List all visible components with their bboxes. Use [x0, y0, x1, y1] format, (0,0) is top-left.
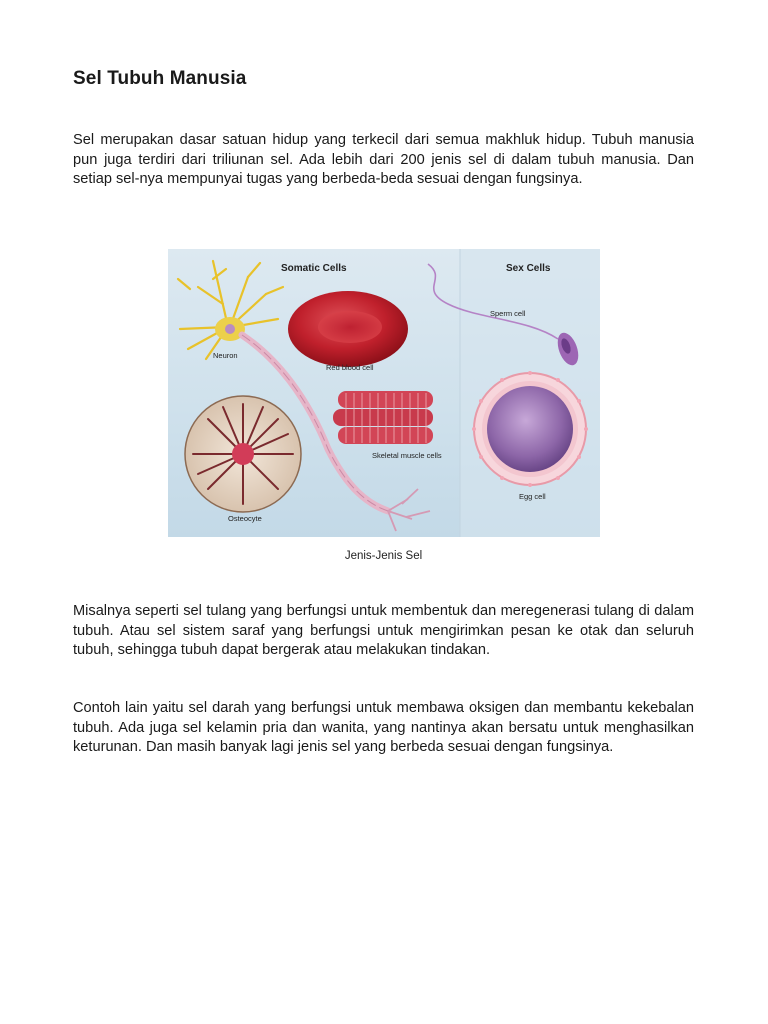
paragraph-examples: Misalnya seperti sel tulang yang berfungsi untuk membentuk dan meregenerasi tulang di dalam tubuh. Atau sel sistem saraf yang berfungsi untuk mengirimkan pesan ke otak dan seluruh tubuh, sehingga tubuh dapat bergerak atau melakukan tindakan.	[73, 603, 694, 659]
label-neuron: Neuron	[213, 351, 238, 360]
cell-types-figure	[168, 249, 600, 537]
paragraph-more-examples: Contoh lain yaitu sel darah yang berfungsi untuk membawa oksigen dan membantu kekebalan tubuh. Ada juga sel kelamin pria dan wanita, yang nantinya akan bersatu untuk menghasilkan keturunan. Dan masih banyak lagi jenis sel yang berbeda sesuai dengan fungsinya.	[73, 700, 694, 756]
figure-caption: Jenis-Jenis Sel	[344, 550, 423, 562]
label-osteocyte: Osteocyte	[228, 514, 262, 523]
neuron-shape	[178, 261, 283, 359]
label-red-blood-cell: Red blood cell	[326, 363, 374, 372]
figure-heading-somatic: Somatic Cells	[281, 263, 347, 274]
paragraph-intro: Sel merupakan dasar satuan hidup yang terkecil dari semua makhluk hidup. Tubuh manusia pun juga terdiri dari triliunan sel. Ada lebih dari 200 jenis sel di dalam tubuh manusia. Dan setiap sel-nya mempunyai tugas yang berbeda-beda sesuai dengan fungsinya.	[73, 132, 694, 188]
label-egg: Egg cell	[519, 492, 546, 501]
page-title: Sel Tubuh Manusia	[73, 68, 247, 89]
figure-heading-sex: Sex Cells	[506, 263, 551, 274]
label-skeletal-muscle: Skeletal muscle cells	[372, 451, 442, 460]
label-sperm: Sperm cell	[490, 309, 526, 318]
muscle-shape	[333, 391, 433, 444]
